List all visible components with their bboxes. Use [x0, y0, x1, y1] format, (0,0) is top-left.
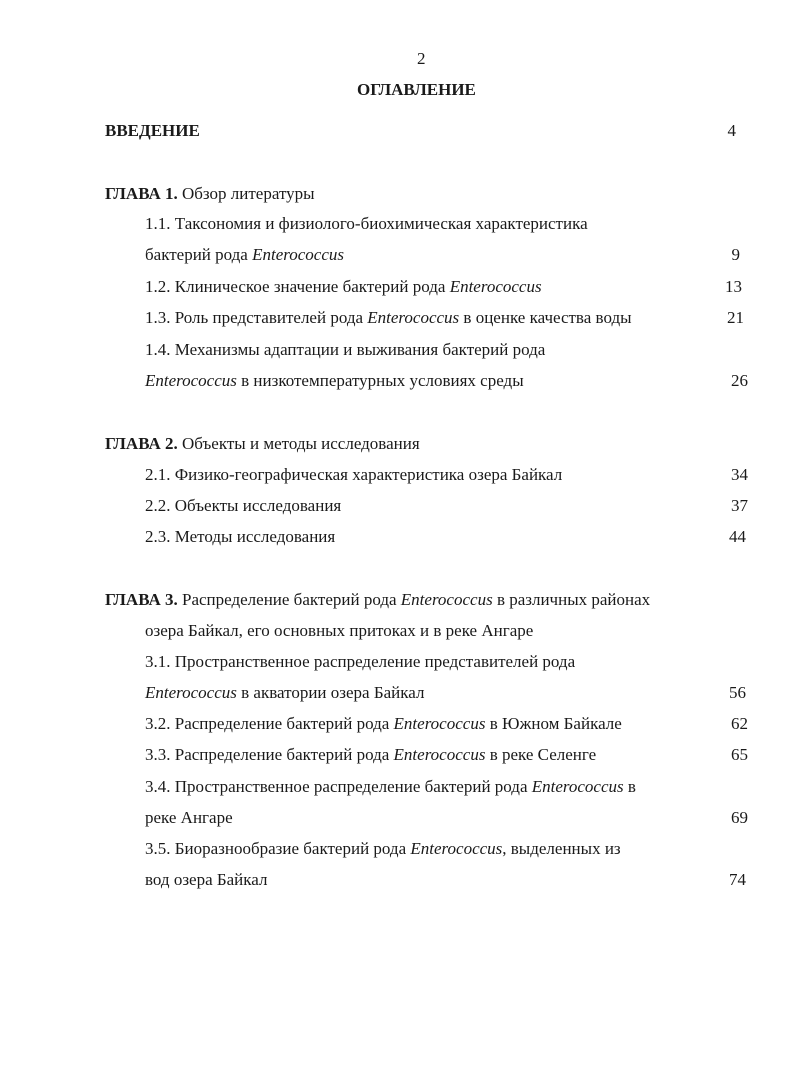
section-3-2-genus: Enterococcus: [393, 714, 486, 733]
page-number: 2: [417, 49, 426, 68]
section-1-1-page: 9: [731, 245, 740, 264]
section-1-3-text: 1.3. Роль представителей рода: [145, 308, 368, 327]
chapter-3-title-text: Распределение бактерий рода: [182, 590, 401, 609]
section-2-1-page: 34: [731, 465, 748, 484]
section-3-5-line1: [145, 839, 621, 859]
section-3-2-text: 3.2. Распределение бактерий рода: [145, 714, 394, 733]
chapter-2-heading: [105, 434, 420, 454]
section-3-5-page: 74: [729, 870, 746, 889]
chapter-3-title-end: в различных районах: [492, 590, 651, 609]
chapter-3-genus: Enterococcus: [400, 590, 493, 609]
section-1-2-text: 1.2. Клиническое значение бактерий рода: [145, 277, 450, 296]
section-1-1-text: бактерий рода: [145, 245, 253, 264]
section-3-3: [145, 745, 596, 765]
section-2-3-page: 44: [729, 527, 746, 546]
section-3-2: [145, 714, 622, 734]
section-3-4-genus: Enterococcus: [531, 777, 624, 796]
section-1-3-page: 21: [727, 308, 744, 327]
section-1-3-text-end: в оценке качества воды: [459, 308, 632, 327]
section-3-2-text-end: в Южном Байкале: [485, 714, 622, 733]
section-3-1-page: 56: [729, 683, 746, 702]
section-3-5-line2: вод озера Байкал: [145, 870, 268, 889]
section-3-5-text: 3.5. Биоразнообразие бактерий рода: [145, 839, 411, 858]
chapter-1-title: Обзор литературы: [182, 184, 315, 203]
section-3-4-text: 3.4. Пространственное распределение бактерий рода: [145, 777, 532, 796]
section-1-3: [145, 308, 632, 328]
section-2-2-page: 37: [731, 496, 748, 515]
intro-page: 4: [727, 121, 736, 140]
section-1-2: [145, 277, 542, 297]
section-3-1-text: в акватории озера Байкал: [236, 683, 425, 702]
section-3-1-line1: 3.1. Пространственное распределение представителей рода: [145, 652, 576, 671]
section-3-3-genus: Enterococcus: [393, 745, 486, 764]
section-3-5-genus: Enterococcus: [410, 839, 503, 858]
section-1-4-page: 26: [731, 371, 748, 390]
chapter-2-title: Объекты и методы исследования: [182, 434, 420, 453]
section-3-4-line1: [145, 777, 636, 797]
chapter-3-title-line2: озера Байкал, его основных притоках и в реке Ангаре: [145, 621, 534, 640]
section-3-5-text-end: , выделенных из: [502, 839, 621, 858]
section-1-4-text: в низкотемпературных условиях среды: [236, 371, 524, 390]
section-1-4-line2: [145, 371, 524, 391]
section-1-1-line1: 1.1. Таксономия и физиолого-биохимическая характеристика: [145, 214, 588, 233]
section-1-4-genus: Enterococcus: [145, 371, 237, 390]
section-1-4-line1: 1.4. Механизмы адаптации и выживания бактерий рода: [145, 340, 546, 359]
page-title: ОГЛАВЛЕНИЕ: [357, 80, 476, 99]
section-2-2: 2.2. Объекты исследования: [145, 496, 342, 515]
section-3-4-line2: реке Ангаре: [145, 808, 233, 827]
section-1-2-page: 13: [725, 277, 742, 296]
chapter-3-label: ГЛАВА 3.: [105, 590, 178, 609]
chapter-2-label: ГЛАВА 2.: [105, 434, 178, 453]
section-1-1-genus: Enterococcus: [252, 245, 344, 264]
intro-label: ВВЕДЕНИЕ: [105, 121, 200, 140]
section-3-1-line2: [145, 683, 424, 703]
section-2-3: 2.3. Методы исследования: [145, 527, 336, 546]
chapter-3-heading: [105, 590, 650, 610]
section-1-3-genus: Enterococcus: [367, 308, 460, 327]
section-3-3-text-end: в реке Селенге: [485, 745, 597, 764]
section-3-1-genus: Enterococcus: [145, 683, 237, 702]
chapter-1-label: ГЛАВА 1.: [105, 184, 178, 203]
section-3-2-page: 62: [731, 714, 748, 733]
section-3-3-page: 65: [731, 745, 748, 764]
section-3-4-text-end: в: [623, 777, 636, 796]
section-2-1: 2.1. Физико-географическая характеристика озера Байкал: [145, 465, 563, 484]
section-1-2-genus: Enterococcus: [449, 277, 542, 296]
section-3-3-text: 3.3. Распределение бактерий рода: [145, 745, 394, 764]
section-3-4-page: 69: [731, 808, 748, 827]
chapter-1-heading: [105, 184, 315, 204]
section-1-1-line2: [145, 245, 344, 265]
